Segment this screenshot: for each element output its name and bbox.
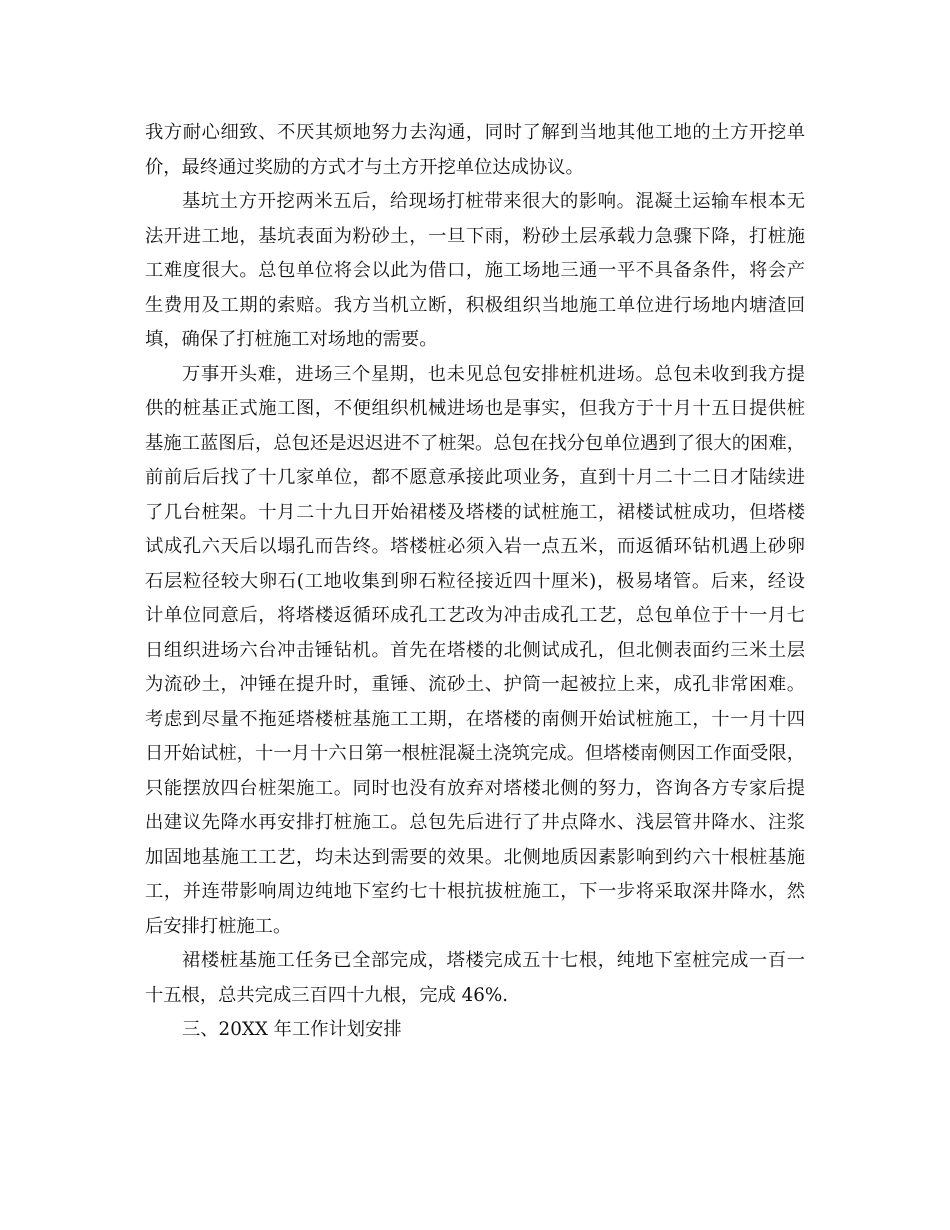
- paragraph-line: 基施工蓝图后，总包还是迟迟进不了桩架。总包在找分包单位遇到了很大的困难，: [145, 432, 805, 454]
- paragraph-line: 只能摆放四台桩架施工。同时也没有放弃对塔楼北侧的努力，咨询各方专家后提: [145, 777, 805, 799]
- paragraph-line: 后安排打桩施工。: [145, 915, 292, 937]
- paragraph-line: 前前后后找了十几家单位，都不愿意承接此项业务，直到十月二十二日才陆续进: [145, 467, 805, 488]
- document-body: [145, 116, 805, 1048]
- paragraph-line: 考虑到尽量不拖延塔楼桩基施工工期，在塔楼的南侧开始试桩施工，十一月十四: [145, 708, 805, 730]
- section-heading: 三、20XX 年工作计划安排: [182, 1019, 402, 1040]
- paragraph-line: 出建议先降水再安排打桩施工。总包先后进行了井点降水、浅层管井降水、注浆: [145, 812, 805, 833]
- paragraph-line: 工，并连带影响周边纯地下室约七十根抗拔桩施工，下一步将采取深井降水，然: [145, 881, 805, 902]
- paragraph-line: 加固地基施工工艺，均未达到需要的效果。北侧地质因素影响到约六十根桩基施: [145, 846, 805, 868]
- paragraph-line: 了几台桩架。十月二十九日开始裙楼及塔楼的试桩施工，裙楼试桩成功，但塔楼: [145, 501, 805, 523]
- paragraph-line: 供的桩基正式施工图，不便组织机械进场也是事实，但我方于十月十五日提供桩: [145, 398, 805, 419]
- paragraph-line: 石层粒径较大卵石(工地收集到卵石粒径接近四十厘米)，极易堵管。后来，经设: [145, 570, 805, 592]
- paragraph-line: 为流砂土，冲锤在提升时，重锤、流砂土、护筒一起被拉上来，成孔非常困难。: [145, 674, 805, 695]
- paragraph-line: 填，确保了打桩施工对场地的需要。: [145, 329, 438, 350]
- paragraph-line: 我方耐心细致、不厌其烦地努力去沟通，同时了解到当地其他工地的土方开挖单: [145, 122, 805, 143]
- paragraph-line: 基坑土方开挖两米五后，给现场打桩带来很大的影响。混凝土运输车根本无: [182, 191, 805, 212]
- paragraph-line: 日开始试桩，十一月十六日第一根桩混凝土浇筑完成。但塔楼南侧因工作面受限，: [145, 743, 805, 764]
- paragraph-line: 试成孔六天后以塌孔而告终。塔楼桩必须入岩一点五米，而返循环钻机遇上砂卵: [145, 536, 805, 557]
- paragraph-line: 法开进工地，基坑表面为粉砂土，一旦下雨，粉砂土层承载力急骤下降，打桩施: [145, 225, 805, 247]
- paragraph-line: 十五根，总共完成三百四十九根，完成 46%.: [145, 984, 509, 1006]
- paragraph-line: 日组织进场六台冲击锤钻机。首先在塔楼的北侧试成孔，但北侧表面约三米土层: [145, 639, 805, 661]
- paragraph-line: 价，最终通过奖励的方式才与土方开挖单位达成协议。: [145, 156, 584, 178]
- paragraph-line: 工难度很大。总包单位将会以此为借口，施工场地三通一平不具备条件，将会产: [145, 260, 805, 281]
- paragraph-line: 裙楼桩基施工任务已全部完成，塔楼完成五十七根，纯地下室桩完成一百一: [182, 950, 805, 971]
- paragraph-line: 万事开头难，进场三个星期，也未见总包安排桩机进场。总包未收到我方提: [182, 363, 805, 385]
- paragraph-line: 计单位同意后，将塔楼返循环成孔工艺改为冲击成孔工艺，总包单位于十一月七: [145, 605, 805, 626]
- paragraph-line: 生费用及工期的索赔。我方当机立断，积极组织当地施工单位进行场地内塘渣回: [145, 294, 805, 316]
